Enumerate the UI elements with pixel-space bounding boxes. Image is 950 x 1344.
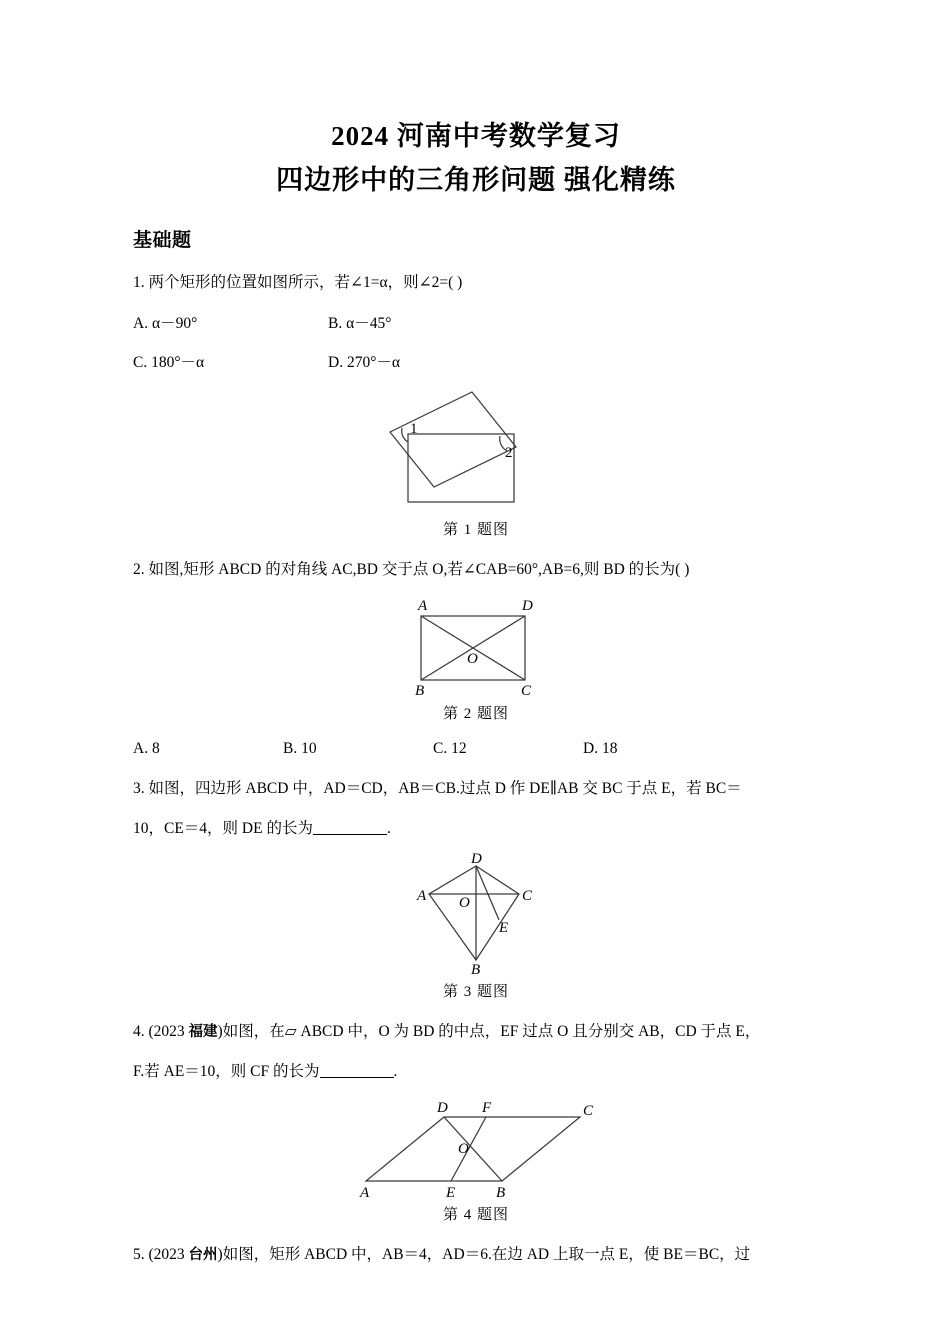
figure-1-caption: 第 1 题图 [442,522,509,539]
section-header: 基础题 [133,229,192,251]
fig2-label-a: A [418,597,428,614]
fig4-label-c: C [583,1103,594,1120]
question-4-body: )如图，在▱ ABCD 中，O 为 BD 的中点，EF 过点 O 且分别交 AB，CD 于点 E， [217,1023,761,1041]
question-3-text-line-1: 3. 如图，四边形 ABCD 中，AD＝CD，AB＝CB.过点 D 作 DE∥AB 交 BC 于点 E，若 BC＝ [133,779,742,797]
question-3-text-line-2 [133,817,819,841]
option-2-a[interactable]: A. 8 [133,739,160,757]
fig3-label-d: D [471,852,482,868]
figure-2 [133,594,819,723]
fig1-angle-1-arc [402,428,408,442]
fig1-upright-rectangle [408,434,514,502]
figure-4 [133,1095,819,1224]
fig3-label-e: E [499,920,509,937]
figure-2-drawing [391,594,561,698]
question-3-answer-period: . [386,819,391,837]
figure-4-caption: 第 4 题图 [442,1207,509,1224]
question-1-text: 1. 两个矩形的位置如图所示，若∠1=α，则∠2=( ) [133,273,463,291]
figure-3-caption: 第 3 题图 [442,984,509,1001]
question-2-text: 2. 如图,矩形 ABCD 的对角线 AC,BD 交于点 O,若∠CAB=60°,AB=6,则 BD 的长为( ) [133,561,690,579]
fig3-label-c: C [522,888,533,905]
page-content [133,0,819,1267]
figure-1-drawing [376,384,576,514]
option-2-c[interactable]: C. 12 [433,739,467,757]
figure-3 [133,852,819,1001]
question-3-answer-blank[interactable] [313,819,387,835]
fig4-label-b: B [496,1185,506,1200]
question-4-text-line-1 [133,1020,819,1044]
question-5-body: )如图，矩形 ABCD 中，AB＝4，AD＝6.在边 AD 上取一点 E，使 BE＝BC，过 [217,1246,751,1264]
fig1-label-angle-1: 1 [410,421,418,438]
fig3-quadrilateral-abcd [429,866,519,960]
option-2-d[interactable]: D. 18 [583,739,618,757]
option-1-c[interactable]: C. 180°－α [133,354,205,372]
question-4-province: 福建 [188,1024,218,1041]
figure-4-drawing [336,1095,616,1199]
figure-3-drawing [391,852,561,976]
option-1-a[interactable]: A. α－90° [133,315,198,333]
fig1-tilted-rectangle [390,392,516,487]
question-4-text-line-2 [133,1060,819,1084]
fig2-label-c: C [521,682,532,698]
page-subtitle: 四边形中的三角形问题 强化精练 [276,165,676,196]
fig3-label-a: A [417,888,427,905]
fig4-label-o: O [458,1141,469,1158]
fig1-label-angle-2: 2 [505,445,513,462]
question-4-answer-blank[interactable] [320,1062,394,1078]
question-4-answer-prefix: F.若 AE＝10，则 CF 的长为 [133,1062,320,1080]
fig4-label-e: E [446,1185,456,1200]
figure-1 [133,384,819,539]
fig2-label-b: B [415,682,425,698]
option-1-d[interactable]: D. 270°－α [328,354,401,372]
fig3-label-o: O [459,895,470,912]
option-2-b[interactable]: B. 10 [283,739,317,757]
question-5-province: 台州 [188,1247,218,1264]
page-title: 2024 河南中考数学复习 [331,121,621,151]
option-1-b[interactable]: B. α－45° [328,315,392,333]
fig4-diagonal-db [444,1117,502,1181]
fig4-label-a: A [360,1185,370,1200]
question-4-year-prefix: 4. (2023 [133,1023,189,1041]
question-5-year-prefix: 5. (2023 [133,1246,189,1264]
question-1-options-row-1 [133,311,819,333]
question-3-answer-prefix: 10，CE＝4，则 DE 的长为 [133,819,313,837]
fig4-label-f: F [482,1100,492,1117]
fig2-label-d: D [522,597,533,614]
fig2-label-o: O [467,650,478,667]
question-5-text-line-1 [133,1243,819,1267]
fig3-label-b: B [471,962,481,977]
question-2-options [133,740,819,758]
question-4-answer-period: . [393,1062,398,1080]
figure-2-caption: 第 2 题图 [442,705,509,722]
fig4-label-d: D [437,1100,448,1117]
question-1-options-row-2 [133,350,819,372]
